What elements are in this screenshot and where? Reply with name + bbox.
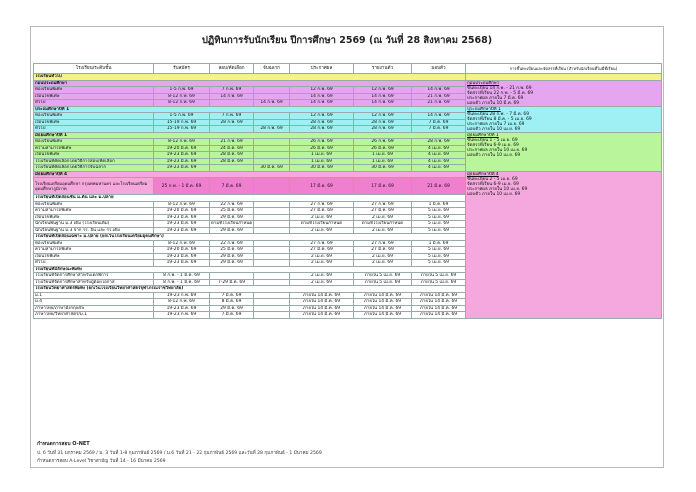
row-label: ห้องเรียนพิเศษ — [34, 240, 154, 247]
date-cell: 1 เม.ย. 69 — [354, 158, 412, 165]
note-line: จัดสรรที่เรียน 6-9 เม.ย. 69 — [467, 142, 519, 148]
col-exam: สอบ/คัดเลือก — [210, 64, 254, 74]
date-cell: 5 เม.ย. 69 — [412, 253, 466, 260]
col-apply: รับสมัคร — [154, 64, 210, 74]
date-cell: ตามที่โรงเรียนกำหนด — [290, 221, 354, 228]
date-cell: ภายใน 5 เม.ย. 69 — [354, 273, 412, 280]
date-cell: 1 เม.ย. 69 — [354, 152, 412, 159]
section-label: มัธยมศึกษาปีที่ 4 — [34, 171, 466, 178]
date-cell: ภายใน 14 มี.ค. 69 — [412, 312, 466, 319]
date-cell: 19-23 มี.ค. 69 — [154, 227, 210, 234]
note-line: จัดสรรที่เรียน 22 ก.พ. - 5 มี.ค. 69 — [467, 90, 534, 96]
date-cell — [254, 312, 290, 319]
calendar-sheet — [30, 26, 664, 468]
registration-note — [466, 171, 662, 318]
date-cell: 7 มี.ค. 69 — [210, 178, 254, 195]
registration-note — [466, 80, 662, 106]
row-label: เงื่อนไขพิเศษ — [34, 119, 154, 126]
date-cell: 14 ก.พ. 69 — [412, 87, 466, 94]
date-cell: 7-29 มี.ค. 69 — [210, 279, 254, 286]
section-label: โรงเรียนทั่วไป — [34, 74, 466, 81]
date-cell: 2 เม.ย. 69 — [354, 260, 412, 267]
date-cell: 14 ก.พ. 69 — [354, 100, 412, 107]
date-cell: 28 ก.พ. 69 — [354, 126, 412, 133]
row-label: ความสามารถพิเศษ — [34, 145, 154, 152]
date-cell: 2 เม.ย. 69 — [290, 214, 354, 221]
date-cell: ตามที่โรงเรียนกำหนด — [211, 221, 253, 227]
col-lottery: จับฉลาก — [254, 64, 290, 74]
date-cell: 19-23 มี.ค. 69 — [154, 165, 210, 172]
date-cell: 5 เม.ย. 69 — [412, 214, 466, 221]
note-line: มอบตัว ภายใน 10 มี.ค. 69 — [467, 100, 520, 106]
note-line: มอบตัว ภายใน 10 เม.ย. 69 — [467, 152, 521, 158]
date-cell: ภายใน 14 มี.ค. 69 — [290, 292, 354, 299]
date-cell: 24 มี.ค. 69 — [210, 145, 254, 152]
note-line: ขึ้นทะเบียน 28 ก.พ. - 7 มี.ค. 69 — [467, 111, 530, 117]
date-cell: 30 มี.ค. 69 — [290, 165, 354, 172]
date-cell: 27 ก.พ. 69 — [290, 240, 354, 247]
date-cell: 7 มี.ค. 69 — [412, 126, 466, 133]
date-cell: 5 เม.ย. 69 — [412, 221, 466, 228]
date-cell: 7 ก.พ. 69 — [210, 113, 254, 120]
note-line: จัดสรรที่เรียน 6-9 เม.ย. 69 — [467, 181, 519, 187]
col-registration: การขึ้นทะเบียนและจัดสรรที่เรียน (สำหรับนักเรียนที่ไม่มีที่เรียน) — [466, 64, 662, 74]
date-cell: 1 มี.ค. 69 — [412, 240, 466, 247]
section-label: มัธยมศึกษาปีที่ 1 — [34, 132, 466, 139]
row-label: ความสามารถพิเศษ — [34, 208, 154, 215]
date-cell: 22 ก.พ. 69 — [210, 240, 254, 247]
date-cell: 29 มี.ค. 69 — [210, 253, 254, 260]
date-cell — [254, 178, 290, 195]
date-cell: 7 ก.พ. 69 — [210, 87, 254, 94]
date-cell: 26 ก.พ. 69 — [354, 139, 412, 146]
col-announce: ประกาศผล — [290, 64, 354, 74]
date-cell: 1-5 ก.พ. 69 — [154, 113, 210, 120]
date-cell: ภายใน 14 มี.ค. 69 — [290, 299, 354, 306]
date-cell: 2 เม.ย. 69 — [290, 279, 354, 286]
date-cell: 5 เม.ย. 69 — [412, 227, 466, 234]
date-cell: ภายใน 5 เม.ย. 69 — [354, 279, 412, 286]
date-cell: 19-23 มี.ค. 69 — [154, 152, 210, 159]
date-cell: ตามที่โรงเรียนกำหนด — [354, 221, 412, 228]
date-cell: 29 มี.ค. 69 — [210, 214, 254, 221]
date-cell: 21 ก.พ. 69 — [412, 93, 466, 100]
note-line: มอบตัว ภายใน 10 เม.ย. 69 — [467, 126, 521, 132]
date-cell: 4 เม.ย. 69 — [412, 152, 466, 159]
onet-schedule: ป. 6 วันที่ 31 มกราคม 2569 / ม. 3 วันที่ 1-8 กุมภาพันธ์ 2569 / ม.6 วันที่ 21 - 22 กุมภาพันธ์ 2569 และวันที่ 28 กุมภาพันธ์ - 1 มีนาคม 2569 — [37, 451, 322, 456]
date-cell: 1 มี.ค. 69 — [412, 201, 466, 208]
date-cell: 27 มี.ค. 69 — [354, 208, 412, 215]
date-cell: 19-23 มี.ค. 69 — [154, 253, 210, 260]
date-cell: 17 มี.ค. 69 — [290, 178, 354, 195]
date-cell: 14 ก.พ. 69 — [290, 93, 354, 100]
row-label: ม.1 — [34, 292, 154, 299]
date-cell: 29 มี.ค. 69 — [210, 227, 254, 234]
note-line: ขึ้นทะเบียน 1 - 5 เม.ย. 69 — [467, 137, 518, 143]
date-cell: 8-12 ก.พ. 69 — [154, 100, 210, 107]
row-label: ทั่วไป — [34, 100, 154, 107]
date-cell: 8-12 ก.พ. 69 — [154, 299, 210, 306]
row-label: ม.4 — [34, 299, 154, 306]
date-cell: ภายใน 14 มี.ค. 69 — [354, 312, 412, 319]
date-cell: ภายใน 5 เม.ย. 69 — [412, 273, 466, 280]
row-label: โรงเรียนที่จัดการศึกษาสำหรับเด็กพิการ — [34, 273, 154, 280]
onet-heading: กำหนดการสอบ O-NET — [37, 441, 90, 447]
date-cell: 2 เม.ย. 69 — [354, 253, 412, 260]
row-label: เงื่อนไขพิเศษ — [34, 93, 154, 100]
date-cell: ภายใน 14 มี.ค. 69 — [290, 305, 354, 312]
page-title: ปฏิทินการรับนักเรียน ปีการศึกษา 2569 (ณ วันที่ 28 สิงหาคม 2568) — [201, 35, 493, 46]
date-cell: 21 ก.พ. 69 — [210, 139, 254, 146]
row-label: เงื่อนไขพิเศษ — [34, 253, 154, 260]
date-cell: 19-20 มี.ค. 69 — [154, 145, 210, 152]
date-cell: 29 มี.ค. 69 — [210, 260, 254, 267]
date-cell: 25 มี.ค. 69 — [210, 247, 254, 254]
note-line: ก่อนประถมศึกษา — [467, 80, 500, 86]
header-row — [34, 64, 662, 74]
date-cell: 8 ก.พ. - 1 มี.ค. 69 — [154, 273, 210, 280]
date-cell: 7 มี.ค. 69 — [412, 119, 466, 126]
date-cell: 19-20 มี.ค. 69 — [154, 247, 210, 254]
date-cell: 28 ก.พ. 69 — [354, 119, 412, 126]
date-cell: 28 มี.ค. 69 — [210, 152, 254, 159]
date-cell: ภายใน 14 มี.ค. 69 — [290, 312, 354, 319]
row-label: นักเรียนพื้นฐาน ม.3 เดิม (โรงเรียนเดิม) — [34, 221, 154, 228]
date-cell: 19-23 ก.พ. 69 — [154, 312, 210, 319]
date-cell: 27 ก.พ. 69 — [290, 201, 354, 208]
date-cell: 14 ก.พ. 69 — [290, 100, 354, 107]
date-cell: 19-23 มี.ค. 69 — [154, 158, 210, 165]
date-cell: 2 เม.ย. 69 — [290, 273, 354, 280]
date-cell: 28 ก.พ. 69 — [412, 139, 466, 146]
date-cell: ภายใน 5 เม.ย. 69 — [412, 279, 466, 286]
date-cell: 21 ก.พ. 69 — [412, 100, 466, 107]
note-line: ประกาศผล ภายใน 10 เม.ย. 69 — [467, 186, 528, 192]
col-enroll: มอบตัว — [412, 64, 466, 74]
section-label: โรงเรียนที่เปิดสอนชั้น ม.ต้น และ ม.ปลาย — [34, 195, 466, 202]
row-label: ห้องเรียนพิเศษ — [34, 113, 154, 120]
date-cell: ภายใน 14 มี.ค. 69 — [354, 299, 412, 306]
date-cell: 28 ก.พ. 69 — [290, 126, 354, 133]
date-cell: 2 เม.ย. 69 — [354, 227, 412, 234]
row-label: โรงเรียนที่คัดเลือกโดยวิธีการสอบ/คัดเลือก — [34, 158, 154, 165]
date-cell: 26 มี.ค. 69 — [290, 145, 354, 152]
date-cell: 17 มี.ค. 69 — [354, 178, 412, 195]
alevel-schedule: กำหนดการสอบ A-Level วิชาสามัญ วันที่ 14 - 16 มีนาคม 2569 — [37, 459, 166, 464]
date-cell: 14 ก.พ. 69 — [254, 100, 290, 107]
row-label: ห้องเรียนพิเศษ — [34, 201, 154, 208]
section-label: โรงเรียนที่มีลักษณะพิเศษ — [34, 266, 466, 273]
date-cell: 22 ก.พ. 69 — [210, 201, 254, 208]
registration-note — [466, 132, 662, 171]
row-label: โรงเรียนที่คัดเลือกโดยวิธีการจับฉลาก — [34, 165, 154, 172]
row-label: เงื่อนไขพิเศษ — [34, 214, 154, 221]
date-cell: ภายใน 14 มี.ค. 69 — [354, 292, 412, 299]
date-cell: 27 มี.ค. 69 — [290, 247, 354, 254]
date-cell: 8-12 ก.พ. 69 — [154, 139, 210, 146]
date-cell: 8 ก.พ. - 1 มี.ค. 69 — [154, 279, 210, 286]
row-label: โรงเรียนที่จัดการศึกษาสำหรับผู้ด้อยโอกาส — [34, 279, 154, 286]
row-label: ห้องเรียนพิเศษ — [34, 139, 154, 146]
row-label: ความสามารถพิเศษ — [34, 247, 154, 254]
date-cell: 1 เม.ย. 69 — [290, 152, 354, 159]
date-cell: 1 เม.ย. 69 — [290, 158, 354, 165]
note-line: มัธยมศึกษาปีที่ 4 — [467, 171, 499, 177]
date-cell: 8-12 ก.พ. 69 — [154, 240, 210, 247]
row-label: นักเรียนพื้นฐาน ม.3 จาก รร. อื่น และ รร.เดิม — [34, 227, 154, 234]
date-cell: 4 เม.ย. 69 — [412, 145, 466, 152]
date-cell: 2 เม.ย. 69 — [290, 253, 354, 260]
date-cell: 30 มี.ค. 69 — [254, 165, 290, 172]
date-cell: 19-23 มี.ค. 69 — [154, 305, 210, 312]
date-cell: 8 มี.ค. 69 — [210, 299, 254, 306]
date-cell: 19-20 มี.ค. 69 — [154, 208, 210, 215]
date-cell: 15-19 ก.พ. 69 — [154, 119, 210, 126]
date-cell: ภายใน 14 มี.ค. 69 — [412, 299, 466, 306]
admission-table — [33, 63, 662, 319]
row-label: ภาษาไทย/วิทยาศาสตร์/ม.1 — [34, 312, 154, 319]
date-cell: 8-12 ก.พ. 69 — [154, 93, 210, 100]
date-cell: ภายใน 14 มี.ค. 69 — [412, 305, 466, 312]
registration-note — [466, 106, 662, 132]
date-cell: 1-5 ก.พ. 69 — [154, 87, 210, 94]
date-cell: 4 เม.ย. 69 — [412, 158, 466, 165]
note-line: ประกาศผล ภายใน 7 มี.ค. 69 — [467, 95, 524, 101]
note-line: ประกาศผล ภายใน 10 เม.ย. 69 — [467, 147, 528, 153]
date-cell: 25 ก.พ. - 1 มี.ค. 69 — [154, 178, 210, 195]
date-cell: 7 มี.ค. 69 — [210, 312, 254, 319]
date-cell: 2 เม.ย. 69 — [290, 260, 354, 267]
date-cell: 29 มี.ค. 69 — [210, 305, 254, 312]
date-cell: 26 ก.พ. 69 — [290, 139, 354, 146]
date-cell: 12 ก.พ. 69 — [290, 113, 354, 120]
note-line: ประถมศึกษาปีที่ 1 — [467, 106, 501, 112]
date-cell: 12 ก.พ. 69 — [354, 87, 412, 94]
row-label: โรงเรียนเตรียมอุดมศึกษา กรุงเทพมหานคร และโรงเรียนเตรียมอุดมศึกษาภูมิภาค — [34, 178, 154, 195]
date-cell: 27 มี.ค. 69 — [290, 208, 354, 215]
date-cell: 19-23 มี.ค. 69 — [154, 260, 210, 267]
section-label: ประถมศึกษาปีที่ 1 — [34, 106, 466, 113]
date-cell: 27 มี.ค. 69 — [354, 247, 412, 254]
date-cell: 21 มี.ค. 69 — [412, 178, 466, 195]
section-label: โรงเรียนวิทยาศาสตร์พิเศษ (ยกเว้นโรงเรียนวิทยาศาสตร์จุฬาภรณราชวิทยาลัย) — [34, 286, 466, 293]
date-cell: 30 มี.ค. 69 — [354, 165, 412, 172]
date-cell: 19-23 มี.ค. 69 — [154, 214, 210, 221]
note-line: มอบตัว ภายใน 10 เม.ย. 69 — [467, 191, 521, 197]
note-line: ประกาศผล ภายใน 7 เม.ย. 69 — [467, 121, 525, 127]
date-cell: 25 มี.ค. 69 — [210, 208, 254, 215]
date-cell: 5 เม.ย. 69 — [412, 247, 466, 254]
row-label: ทั่วไป — [34, 126, 154, 133]
col-school: โรงเรียน/ระดับชั้น — [34, 64, 154, 74]
date-cell: 12 ก.พ. 69 — [354, 113, 412, 120]
note-line: ขึ้นทะเบียน 2 - 5 เม.ย. 69 — [467, 176, 518, 182]
section-label: โรงเรียนที่เปิดสอนเฉพาะ ม.ปลาย (ยกเว้นโรงเรียนเตรียมอุดมศึกษา) — [34, 234, 466, 241]
date-cell: 4 เม.ย. 69 — [412, 165, 466, 172]
date-cell: 14 ก.พ. 69 — [412, 113, 466, 120]
note-line: มัธยมศึกษาปีที่ 1 — [467, 132, 499, 138]
date-cell: ภายใน 14 มี.ค. 69 — [412, 292, 466, 299]
date-cell: 19-23 ก.พ. 69 — [154, 292, 210, 299]
date-cell: 28 มี.ค. 69 — [210, 158, 254, 165]
date-cell: 28 ก.พ. 69 — [210, 119, 254, 126]
date-cell: ภายใน 14 มี.ค. 69 — [354, 305, 412, 312]
date-cell: 27 ก.พ. 69 — [354, 240, 412, 247]
date-cell: 2 เม.ย. 69 — [354, 214, 412, 221]
date-cell: 7 มี.ค. 69 — [210, 292, 254, 299]
date-cell: 12 ก.พ. 69 — [290, 87, 354, 94]
date-cell: 15-19 ก.พ. 69 — [154, 126, 210, 133]
col-report: รายงานตัว — [354, 64, 412, 74]
date-cell: 19-23 มี.ค. 69 — [154, 221, 210, 228]
note-line: ขึ้นทะเบียน 14 ก.พ. - 21 ก.พ. 69 — [467, 85, 532, 91]
row-label: ห้องเรียนพิเศษ — [34, 87, 154, 94]
date-cell: 14 ก.พ. 69 — [354, 93, 412, 100]
date-cell: 5 เม.ย. 69 — [412, 260, 466, 267]
date-cell: 5 เม.ย. 69 — [412, 208, 466, 215]
note-line: จัดสรรที่เรียน 8 มี.ค. - 5 เม.ย. 69 — [467, 116, 532, 122]
date-cell: 26 มี.ค. 69 — [354, 145, 412, 152]
date-cell: 28 ก.พ. 69 — [254, 126, 290, 133]
row-label: ภาษาไทย/ภาษาอังกฤษ/IS — [34, 305, 154, 312]
date-cell: 8-12 ก.พ. 69 — [154, 201, 210, 208]
row-label: เงื่อนไขพิเศษ — [34, 152, 154, 159]
date-cell: 28 ก.พ. 69 — [290, 119, 354, 126]
section-label: ก่อนประถมศึกษา — [34, 80, 466, 87]
date-cell: 14 ก.พ. 69 — [210, 93, 254, 100]
row-label: ทั่วไป — [34, 260, 154, 267]
date-cell: 27 ก.พ. 69 — [354, 201, 412, 208]
date-cell: 2 เม.ย. 69 — [290, 227, 354, 234]
